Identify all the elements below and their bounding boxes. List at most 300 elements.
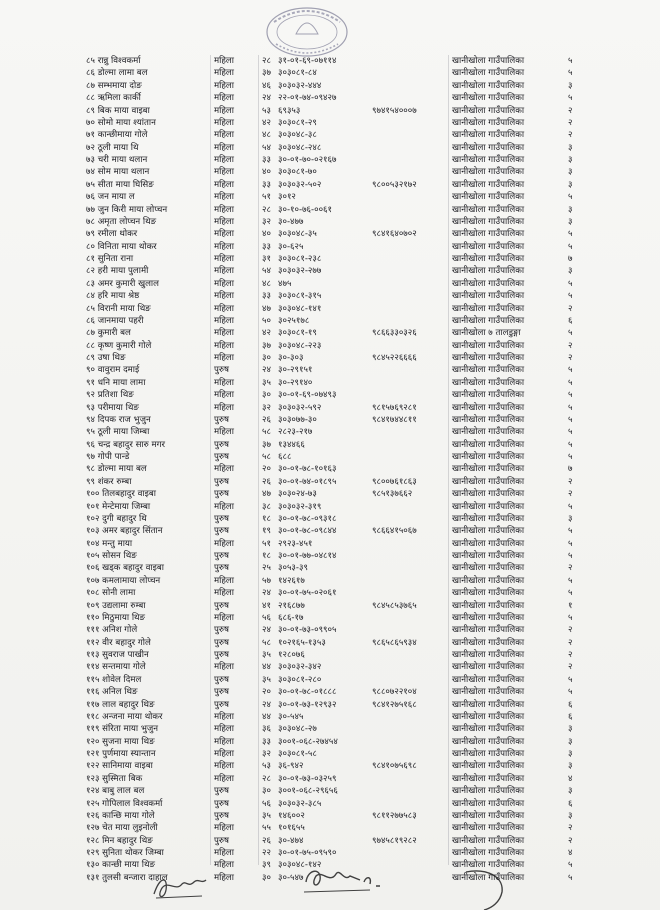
row-age: ५८ bbox=[262, 427, 271, 438]
row-name-text: दिपक राज भुजुन bbox=[97, 414, 151, 425]
row-serial: १०५ bbox=[86, 551, 100, 561]
row-serial: १११ bbox=[86, 625, 100, 636]
row-ward: ६ bbox=[568, 315, 573, 326]
row-ward: ५ bbox=[568, 402, 573, 413]
table-row bbox=[0, 55, 660, 67]
row-name bbox=[86, 166, 206, 178]
table-row bbox=[0, 290, 660, 302]
row-ward: ५ bbox=[568, 291, 573, 302]
row-sex: महिला bbox=[214, 823, 234, 834]
row-serial: ८३ bbox=[86, 278, 95, 289]
row-sex: महिला bbox=[214, 402, 234, 413]
row-sex: महिला bbox=[214, 278, 234, 289]
row-citizenship-id: १२८०७६ bbox=[278, 650, 305, 660]
row-name bbox=[86, 760, 206, 772]
table-row bbox=[0, 414, 660, 426]
row-name-text: ठूली माया जिम्बा bbox=[97, 427, 150, 438]
row-citizenship-id: ३०-५४५ bbox=[278, 711, 304, 722]
row-name bbox=[86, 624, 206, 636]
row-name bbox=[86, 587, 206, 599]
row-name bbox=[86, 575, 206, 587]
row-address: खानीखोला गाउँपालिका bbox=[452, 117, 525, 128]
row-citizenship-id: ३०३०४८-२७ bbox=[278, 724, 317, 735]
row-address: खानीखोला गाउँपालिका bbox=[452, 810, 525, 821]
row-ward: ३ bbox=[568, 736, 573, 747]
row-sex: पुरुष bbox=[214, 439, 229, 450]
table-row bbox=[0, 463, 660, 475]
row-phone: ९८११२७७५८३ bbox=[372, 810, 417, 821]
row-citizenship-id: ३०३०४८-१४१ bbox=[278, 303, 322, 314]
row-name-text: संरिता माया भुजुन bbox=[102, 724, 159, 735]
row-ward: ६ bbox=[568, 699, 573, 710]
row-sex: महिला bbox=[214, 315, 234, 326]
table-row bbox=[0, 439, 660, 451]
row-citizenship-id: ३०३०३२-३४२ bbox=[278, 662, 322, 673]
row-name-text: सुनिता थोकर जिम्बा bbox=[102, 848, 164, 858]
row-name-text: उषा थिङ bbox=[97, 353, 126, 363]
row-ward: ५ bbox=[568, 192, 573, 203]
row-name bbox=[86, 92, 206, 104]
row-age: ४१ bbox=[262, 600, 271, 611]
row-name-text: कृष्ण कुमारी गोले bbox=[97, 340, 152, 351]
row-ward: ३ bbox=[568, 513, 573, 524]
row-address: खानीखोला गाउँपालिका bbox=[452, 538, 525, 549]
table-row bbox=[0, 562, 660, 574]
table-row bbox=[0, 649, 660, 661]
row-age: ३३ bbox=[262, 291, 271, 302]
row-serial: १२९ bbox=[86, 848, 100, 858]
row-age: २० bbox=[262, 687, 271, 698]
row-serial: ७३ bbox=[86, 155, 95, 165]
table-row bbox=[0, 612, 660, 624]
row-name bbox=[86, 142, 206, 154]
row-name-text: वावुराम दमाई bbox=[97, 365, 140, 376]
row-citizenship-id: ३६-९४२ bbox=[278, 761, 304, 772]
row-age: २८ bbox=[262, 204, 271, 215]
row-sex: महिला bbox=[214, 303, 234, 314]
row-name bbox=[86, 562, 206, 574]
table-row bbox=[0, 278, 660, 290]
row-age: १९ bbox=[262, 526, 271, 537]
row-sex: महिला bbox=[214, 192, 234, 203]
row-age: २६ bbox=[262, 414, 271, 425]
row-serial: ७५ bbox=[86, 179, 95, 190]
row-sex: महिला bbox=[214, 353, 234, 363]
row-name bbox=[86, 352, 206, 364]
row-age: ५८ bbox=[262, 637, 271, 648]
row-name-text: कुमारी बल bbox=[97, 328, 131, 339]
table-row bbox=[0, 402, 660, 414]
row-name bbox=[86, 253, 206, 265]
row-address: खानीखोला गाउँपालिका bbox=[452, 563, 525, 574]
row-citizenship-id: ३०-४७४ bbox=[278, 835, 304, 846]
row-age: ३० bbox=[262, 353, 271, 363]
row-name bbox=[86, 67, 206, 79]
row-address: खानीखोला गाउँपालिका bbox=[452, 637, 525, 648]
row-serial: १२८ bbox=[86, 835, 100, 846]
row-address: खानीखोला गाउँपालिका bbox=[452, 377, 525, 388]
row-age: ४२ bbox=[262, 117, 271, 128]
row-age: ५३ bbox=[262, 105, 271, 116]
table-row bbox=[0, 389, 660, 401]
row-phone: ९८६५८६५९३४ bbox=[372, 637, 417, 648]
row-citizenship-id: ३०-०१-७३-१२९३२ bbox=[278, 699, 337, 710]
row-citizenship-id: १०२१६५-१३५३ bbox=[278, 637, 326, 648]
row-sex: पुरुष bbox=[214, 650, 229, 660]
row-age: ३३ bbox=[262, 155, 271, 165]
row-sex: पुरुष bbox=[214, 786, 229, 797]
row-name bbox=[86, 525, 206, 537]
row-sex: पुरुष bbox=[214, 810, 229, 821]
row-name-text: हरि माया श्रेष्ठ bbox=[97, 291, 140, 302]
row-citizenship-id: ३०-२९१५१ bbox=[278, 365, 313, 376]
row-address: खानीखोला गाउँपालिका bbox=[452, 489, 525, 500]
row-serial: ११५ bbox=[86, 674, 100, 685]
row-address: खानीखोला गाउँपालिका bbox=[452, 736, 525, 747]
row-ward: ३ bbox=[568, 155, 573, 165]
row-name-text: सुनिता राना bbox=[97, 254, 134, 264]
row-name-text: अनिश गोले bbox=[102, 625, 138, 636]
municipality-seal-stamp bbox=[262, 4, 352, 60]
row-age: ३० bbox=[262, 390, 271, 401]
row-citizenship-id: ३०३०७७-३० bbox=[278, 414, 317, 425]
row-name-text: विरानी माया थिङ bbox=[97, 303, 151, 314]
row-name bbox=[86, 674, 206, 686]
row-citizenship-id: ३०३०८१-७० bbox=[278, 167, 317, 178]
row-age: ३२ bbox=[262, 749, 271, 759]
row-ward: २ bbox=[568, 353, 573, 363]
row-address: खानीखोला गाउँपालिका bbox=[452, 711, 525, 722]
table-row bbox=[0, 253, 660, 265]
row-citizenship-id: ६९३५३ bbox=[278, 105, 301, 116]
row-age: ४० bbox=[262, 167, 271, 178]
row-address: खानीखोला गाउँपालिका bbox=[452, 278, 525, 289]
row-name bbox=[86, 278, 206, 290]
table-row bbox=[0, 327, 660, 339]
row-citizenship-id: ३०३०८१-३१५ bbox=[278, 291, 322, 302]
row-citizenship-id: ३०२५१७८ bbox=[278, 315, 310, 326]
row-name bbox=[86, 637, 206, 649]
row-name-text: सोमो माया श्यांतान bbox=[97, 117, 156, 128]
row-sex: पुरुष bbox=[214, 489, 229, 500]
row-sex: महिला bbox=[214, 575, 234, 586]
row-citizenship-id: ३००१-०६८-२९६५६ bbox=[278, 786, 338, 797]
row-serial: १३१ bbox=[86, 872, 100, 883]
row-age: ४२ bbox=[262, 328, 271, 339]
table-row bbox=[0, 228, 660, 240]
row-serial: १२७ bbox=[86, 823, 100, 834]
row-age: २० bbox=[262, 464, 271, 475]
row-serial: ८० bbox=[86, 241, 95, 252]
row-name-text: उद्यलामा रुम्बा bbox=[102, 600, 146, 611]
row-citizenship-id: ३०-०१-७५-०९५९० bbox=[278, 848, 337, 858]
row-ward: ३ bbox=[568, 761, 573, 772]
row-phone: ९८१५७६९२८१ bbox=[372, 402, 417, 413]
row-serial: ८६ bbox=[86, 68, 95, 79]
row-sex: पुरुष bbox=[214, 625, 229, 636]
row-name bbox=[86, 476, 206, 488]
row-serial: ७७ bbox=[86, 204, 95, 215]
row-sex: पुरुष bbox=[214, 513, 229, 524]
table-row bbox=[0, 142, 660, 154]
row-serial: ८६ bbox=[86, 315, 95, 326]
row-sex: महिला bbox=[214, 761, 234, 772]
row-citizenship-id: २१६८७७ bbox=[278, 600, 305, 611]
table-row bbox=[0, 315, 660, 327]
row-sex: महिला bbox=[214, 464, 234, 475]
row-serial: १२१ bbox=[86, 749, 100, 759]
row-age: ५६ bbox=[262, 798, 271, 809]
row-serial: ७९ bbox=[86, 229, 95, 240]
row-name-text: अमर कुमारी खुलाल bbox=[97, 278, 159, 289]
row-citizenship-id: ३०-०१-७७-०४८१४ bbox=[278, 551, 337, 561]
row-address: खानीखोला गाउँपालिका bbox=[452, 501, 525, 512]
row-name-text: सम्भमाया दोङ bbox=[97, 80, 142, 91]
row-ward: २ bbox=[568, 650, 573, 660]
row-citizenship-id: ३०-०१-७८-०१८८८ bbox=[278, 687, 337, 698]
row-sex: महिला bbox=[214, 749, 234, 759]
table-row bbox=[0, 686, 660, 698]
row-name-text: वीर बहादुर गोले bbox=[102, 637, 151, 648]
row-name-text: कान्छि माया गोले bbox=[102, 810, 155, 821]
row-sex: महिला bbox=[214, 724, 234, 735]
row-ward: ३ bbox=[568, 179, 573, 190]
table-row bbox=[0, 67, 660, 79]
row-serial: ११७ bbox=[86, 699, 100, 710]
row-serial: ७४ bbox=[86, 167, 95, 178]
row-citizenship-id: ३०३०३२-४४४ bbox=[278, 80, 322, 91]
table-row bbox=[0, 241, 660, 253]
table-row bbox=[0, 303, 660, 315]
row-serial: ११४ bbox=[86, 662, 100, 673]
row-ward: २ bbox=[568, 117, 573, 128]
row-name bbox=[86, 303, 206, 315]
row-citizenship-id: ३०-५४७ bbox=[278, 872, 304, 883]
row-age: ५४ bbox=[262, 266, 271, 277]
row-serial: १०२ bbox=[86, 513, 100, 524]
row-age: २६ bbox=[262, 835, 271, 846]
row-address: खानीखोला गाउँपालिका bbox=[452, 835, 525, 846]
row-name bbox=[86, 550, 206, 562]
row-ward: ३ bbox=[568, 810, 573, 821]
row-age: ३९ bbox=[262, 860, 271, 871]
row-age: ३२ bbox=[262, 402, 271, 413]
row-age: ३५ bbox=[262, 810, 271, 821]
table-row bbox=[0, 538, 660, 550]
row-ward: ५ bbox=[568, 538, 573, 549]
row-name-text: अमर बहादुर सिंतान bbox=[102, 526, 163, 537]
row-name bbox=[86, 315, 206, 327]
row-age: ४४ bbox=[262, 711, 271, 722]
row-ward: २ bbox=[568, 340, 573, 351]
row-name bbox=[86, 538, 206, 550]
row-name-text: जानमाया पहरी bbox=[97, 315, 144, 326]
row-age: ४६ bbox=[262, 80, 271, 91]
row-citizenship-id: ३०-६२५ bbox=[278, 241, 304, 252]
row-ward: ५ bbox=[568, 674, 573, 685]
signature-middle bbox=[300, 862, 390, 898]
row-phone: ९८५१३७६६२ bbox=[372, 489, 413, 500]
row-age: ३३ bbox=[262, 179, 271, 190]
row-name bbox=[86, 426, 206, 438]
row-name bbox=[86, 798, 206, 810]
row-ward: ५ bbox=[568, 860, 573, 871]
row-address: खानीखोला गाउँपालिका bbox=[452, 439, 525, 450]
row-phone: ९८००७६१८६३ bbox=[372, 476, 417, 487]
row-citizenship-id: ३०-१०-७६-००६१ bbox=[278, 204, 332, 215]
row-phone: ९८४१०७५६९८ bbox=[372, 761, 417, 772]
row-citizenship-id: ३०-०१-७८-०९३१८ bbox=[278, 513, 337, 524]
table-row bbox=[0, 216, 660, 228]
row-ward: ३ bbox=[568, 786, 573, 797]
row-address: खानीखोला गाउँपालिका bbox=[452, 650, 525, 660]
row-name bbox=[86, 80, 206, 92]
row-address: खानीखोला गाउँपालिका bbox=[452, 130, 525, 141]
table-row bbox=[0, 80, 660, 92]
row-sex: महिला bbox=[214, 241, 234, 252]
row-serial: ८९ bbox=[86, 353, 95, 363]
row-serial: ११८ bbox=[86, 711, 100, 722]
row-citizenship-id: ३०३०८१-८४ bbox=[278, 68, 317, 79]
row-name bbox=[86, 711, 206, 723]
table-row bbox=[0, 154, 660, 166]
row-age: ४७ bbox=[262, 303, 271, 314]
row-name bbox=[86, 241, 206, 253]
row-serial: १०३ bbox=[86, 526, 100, 537]
row-name-text: मिन बहादुर थिङ bbox=[102, 835, 153, 846]
row-age: ३५ bbox=[262, 377, 271, 388]
row-address: खानीखोला गाउँपालिका bbox=[452, 773, 525, 784]
row-age: ४७ bbox=[262, 489, 271, 500]
row-ward: ३ bbox=[568, 167, 573, 178]
row-name bbox=[86, 414, 206, 426]
row-serial: ८९ bbox=[86, 105, 95, 116]
row-sex: महिला bbox=[214, 167, 234, 178]
row-citizenship-id: १३४४६६ bbox=[278, 439, 305, 450]
row-sex: पुरुष bbox=[214, 637, 229, 648]
table-row bbox=[0, 674, 660, 686]
row-name-text: गोपिलाल विश्वकर्मा bbox=[102, 798, 163, 809]
row-name-text: अन्जना माया थोकर bbox=[102, 711, 163, 722]
table-row bbox=[0, 699, 660, 711]
row-address: खानीखोला गाउँपालिका bbox=[452, 452, 525, 462]
row-age: २४ bbox=[262, 365, 271, 376]
row-citizenship-id: ३०-०१-७४-०१८९५ bbox=[278, 476, 337, 487]
row-name-text: मेन्टेमाया जिम्बा bbox=[102, 501, 151, 512]
row-ward: ३ bbox=[568, 204, 573, 215]
row-age: २८ bbox=[262, 773, 271, 784]
row-ward: २ bbox=[568, 303, 573, 314]
row-name bbox=[86, 364, 206, 376]
row-serial: ८४ bbox=[86, 291, 95, 302]
table-row bbox=[0, 191, 660, 203]
table-row bbox=[0, 736, 660, 748]
row-ward: ५ bbox=[568, 56, 573, 66]
row-name-text: डोल्मा माया बल bbox=[97, 464, 147, 475]
row-serial: ९६ bbox=[86, 439, 95, 450]
row-name-text: कान्छीमाया गोले bbox=[97, 130, 148, 141]
row-serial: ८८ bbox=[86, 93, 95, 104]
row-sex: महिला bbox=[214, 328, 234, 339]
signature-right bbox=[462, 866, 512, 910]
row-address: खानीखोला गाउँपालिका bbox=[452, 662, 525, 673]
row-address: खानीखोला गाउँपालिका bbox=[452, 761, 525, 772]
row-citizenship-id: २२-०१-७४-०९४२७ bbox=[278, 93, 337, 104]
row-name-text: हरी माया पुलामी bbox=[97, 266, 149, 277]
row-age: ५७ bbox=[262, 575, 271, 586]
table-row bbox=[0, 637, 660, 649]
row-ward: ५ bbox=[568, 278, 573, 289]
row-phone: ९८६६४१५०६७ bbox=[372, 526, 417, 537]
row-address: खानीखोला गाउँपालिका bbox=[452, 699, 525, 710]
row-citizenship-id: ३०३०३२-३१९ bbox=[278, 501, 322, 512]
row-citizenship-id: ६८८ bbox=[278, 452, 292, 462]
row-age: ५६ bbox=[262, 612, 271, 623]
row-phone: ९८४५२२६६६६ bbox=[372, 353, 417, 363]
row-citizenship-id: ३०३०३२-२७७ bbox=[278, 266, 322, 277]
row-age: १८ bbox=[262, 513, 271, 524]
row-address: खानीखोला गाउँपालिका bbox=[452, 860, 525, 871]
row-sex: महिला bbox=[214, 773, 234, 784]
row-name bbox=[86, 389, 206, 401]
row-address: खानीखोला गाउँपालिका bbox=[452, 365, 525, 376]
table-row bbox=[0, 129, 660, 141]
row-name-text: सुवराज पाखीन bbox=[102, 650, 149, 660]
row-serial: १२५ bbox=[86, 798, 100, 809]
row-age: २६ bbox=[262, 476, 271, 487]
row-address: खानीखोला गाउँपालिका bbox=[452, 588, 525, 599]
row-address: खानीखोला गाउँपालिका bbox=[452, 68, 525, 79]
row-phone: ९७४१५४०००७ bbox=[372, 105, 417, 116]
row-address: खानीखोला गाउँपालिका bbox=[452, 229, 525, 240]
table-row bbox=[0, 773, 660, 785]
row-serial: १२२ bbox=[86, 761, 100, 772]
row-serial: ९८ bbox=[86, 464, 95, 475]
row-address: खानीखोला गाउँपालिका bbox=[452, 823, 525, 834]
row-serial: १०६ bbox=[86, 563, 100, 574]
row-citizenship-id: ३१-०१-६९-०७११४ bbox=[278, 56, 337, 66]
row-age: ३३ bbox=[262, 241, 271, 252]
row-phone: ९८४१२७५१६८ bbox=[372, 699, 417, 710]
row-citizenship-id: ३०३०३२-५९२ bbox=[278, 402, 322, 413]
row-citizenship-id: ३०३०४८-३८ bbox=[278, 130, 317, 141]
row-serial: ९७ bbox=[86, 452, 95, 462]
row-citizenship-id: ३०-०१-७८-०९८४४ bbox=[278, 526, 337, 537]
row-name bbox=[86, 773, 206, 785]
row-sex: महिला bbox=[214, 130, 234, 141]
row-ward: २ bbox=[568, 105, 573, 116]
row-sex: महिला bbox=[214, 377, 234, 388]
row-address: खानीखोला गाउँपालिका bbox=[452, 749, 525, 759]
row-ward: २ bbox=[568, 835, 573, 846]
row-citizenship-id: ६८६-१७ bbox=[278, 612, 304, 623]
table-row bbox=[0, 600, 660, 612]
table-row bbox=[0, 785, 660, 797]
row-name bbox=[86, 723, 206, 735]
row-age: ३२ bbox=[262, 216, 271, 227]
row-citizenship-id: २९२३-४५१ bbox=[278, 538, 313, 549]
row-age: ३० bbox=[262, 872, 271, 883]
row-name bbox=[86, 55, 206, 67]
row-name-text: सुजना माया थिङ bbox=[102, 736, 155, 747]
row-ward: ५ bbox=[568, 612, 573, 623]
row-sex: पुरुष bbox=[214, 551, 229, 561]
row-serial: ९४ bbox=[86, 414, 95, 425]
row-address: खानीखोला गाउँपालिका bbox=[452, 575, 525, 586]
row-serial: १२४ bbox=[86, 786, 100, 797]
table-row bbox=[0, 822, 660, 834]
table-row bbox=[0, 377, 660, 389]
